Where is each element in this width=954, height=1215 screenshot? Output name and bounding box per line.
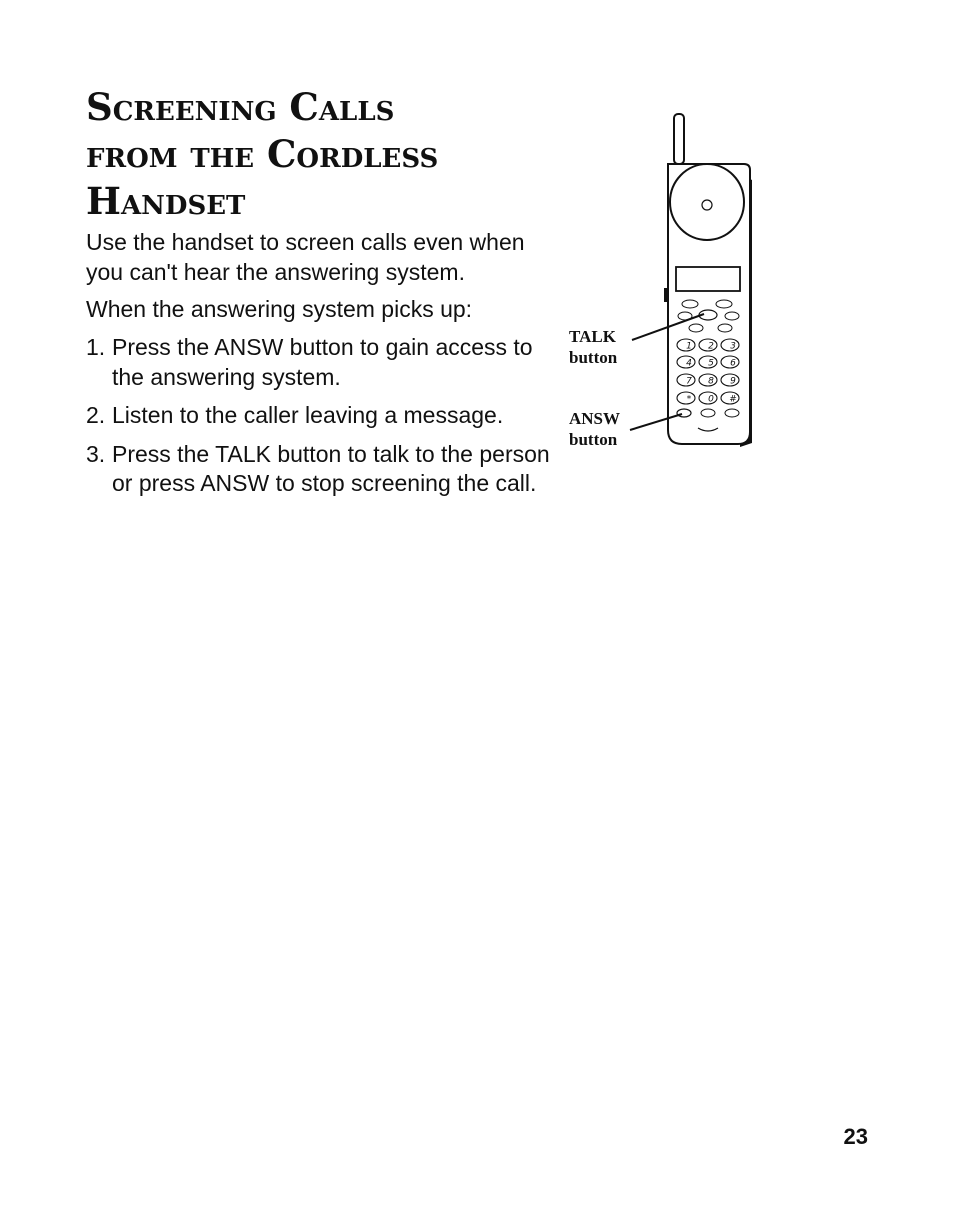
- step-text: Press the ANSW button to gain access to the answering system.: [112, 334, 533, 390]
- keypad-key-label: 5: [708, 358, 714, 369]
- keypad-key-label: #: [729, 394, 737, 405]
- function-button: [725, 409, 739, 417]
- step-text: Listen to the caller leaving a message.: [112, 402, 504, 428]
- keypad-key-label: 8: [708, 376, 714, 387]
- talk-button-label: [569, 326, 617, 368]
- title-line-3: Handset: [86, 179, 246, 223]
- antenna-icon: [674, 114, 684, 164]
- function-button: [701, 409, 715, 417]
- keypad-key-label: 1: [686, 341, 692, 352]
- step-number: 2.: [86, 402, 106, 428]
- lead-paragraph: When the answering system picks up:: [86, 296, 473, 322]
- function-button: [689, 324, 703, 332]
- function-button: [718, 324, 732, 332]
- title-line-1: Screening Calls: [86, 85, 395, 129]
- talk-label-line-2: button: [569, 348, 618, 367]
- answ-label-line-1: ANSW: [569, 409, 621, 428]
- keypad-key-label: 4: [686, 358, 692, 369]
- list-item: [86, 440, 556, 499]
- keypad-key-label: 0: [708, 394, 714, 405]
- keypad-key-label: 9: [730, 376, 736, 387]
- keypad-key-label: 6: [730, 358, 736, 369]
- earpiece-icon: [670, 164, 744, 240]
- step-number: 3.: [86, 440, 106, 467]
- answ-button-label: [569, 408, 620, 450]
- keypad-key-label: 7: [686, 376, 692, 387]
- cordless-handset-illustration: [560, 110, 760, 455]
- step-text: Press the TALK button to talk to the person or press ANSW to stop screening the call.: [112, 440, 550, 496]
- function-button: [725, 312, 739, 320]
- title-line-2: from the Cordless: [86, 132, 439, 176]
- list-item: [86, 401, 556, 431]
- function-button: [682, 300, 698, 308]
- intro-paragraph: Use the handset to screen calls even when you can't hear the answering system.: [86, 229, 525, 285]
- page-title: [86, 84, 438, 225]
- list-item: [86, 333, 556, 392]
- keypad-key-label: 3: [730, 341, 736, 352]
- step-number: 1.: [86, 334, 106, 360]
- lcd-display: [676, 267, 740, 291]
- keypad-key-label: 2: [708, 341, 714, 352]
- function-button: [716, 300, 732, 308]
- keypad-key-label: *: [686, 394, 692, 405]
- page-number: 23: [843, 1124, 868, 1149]
- answ-label-line-2: button: [569, 430, 618, 449]
- talk-label-line-1: TALK: [569, 327, 616, 346]
- steps-list: [86, 333, 556, 508]
